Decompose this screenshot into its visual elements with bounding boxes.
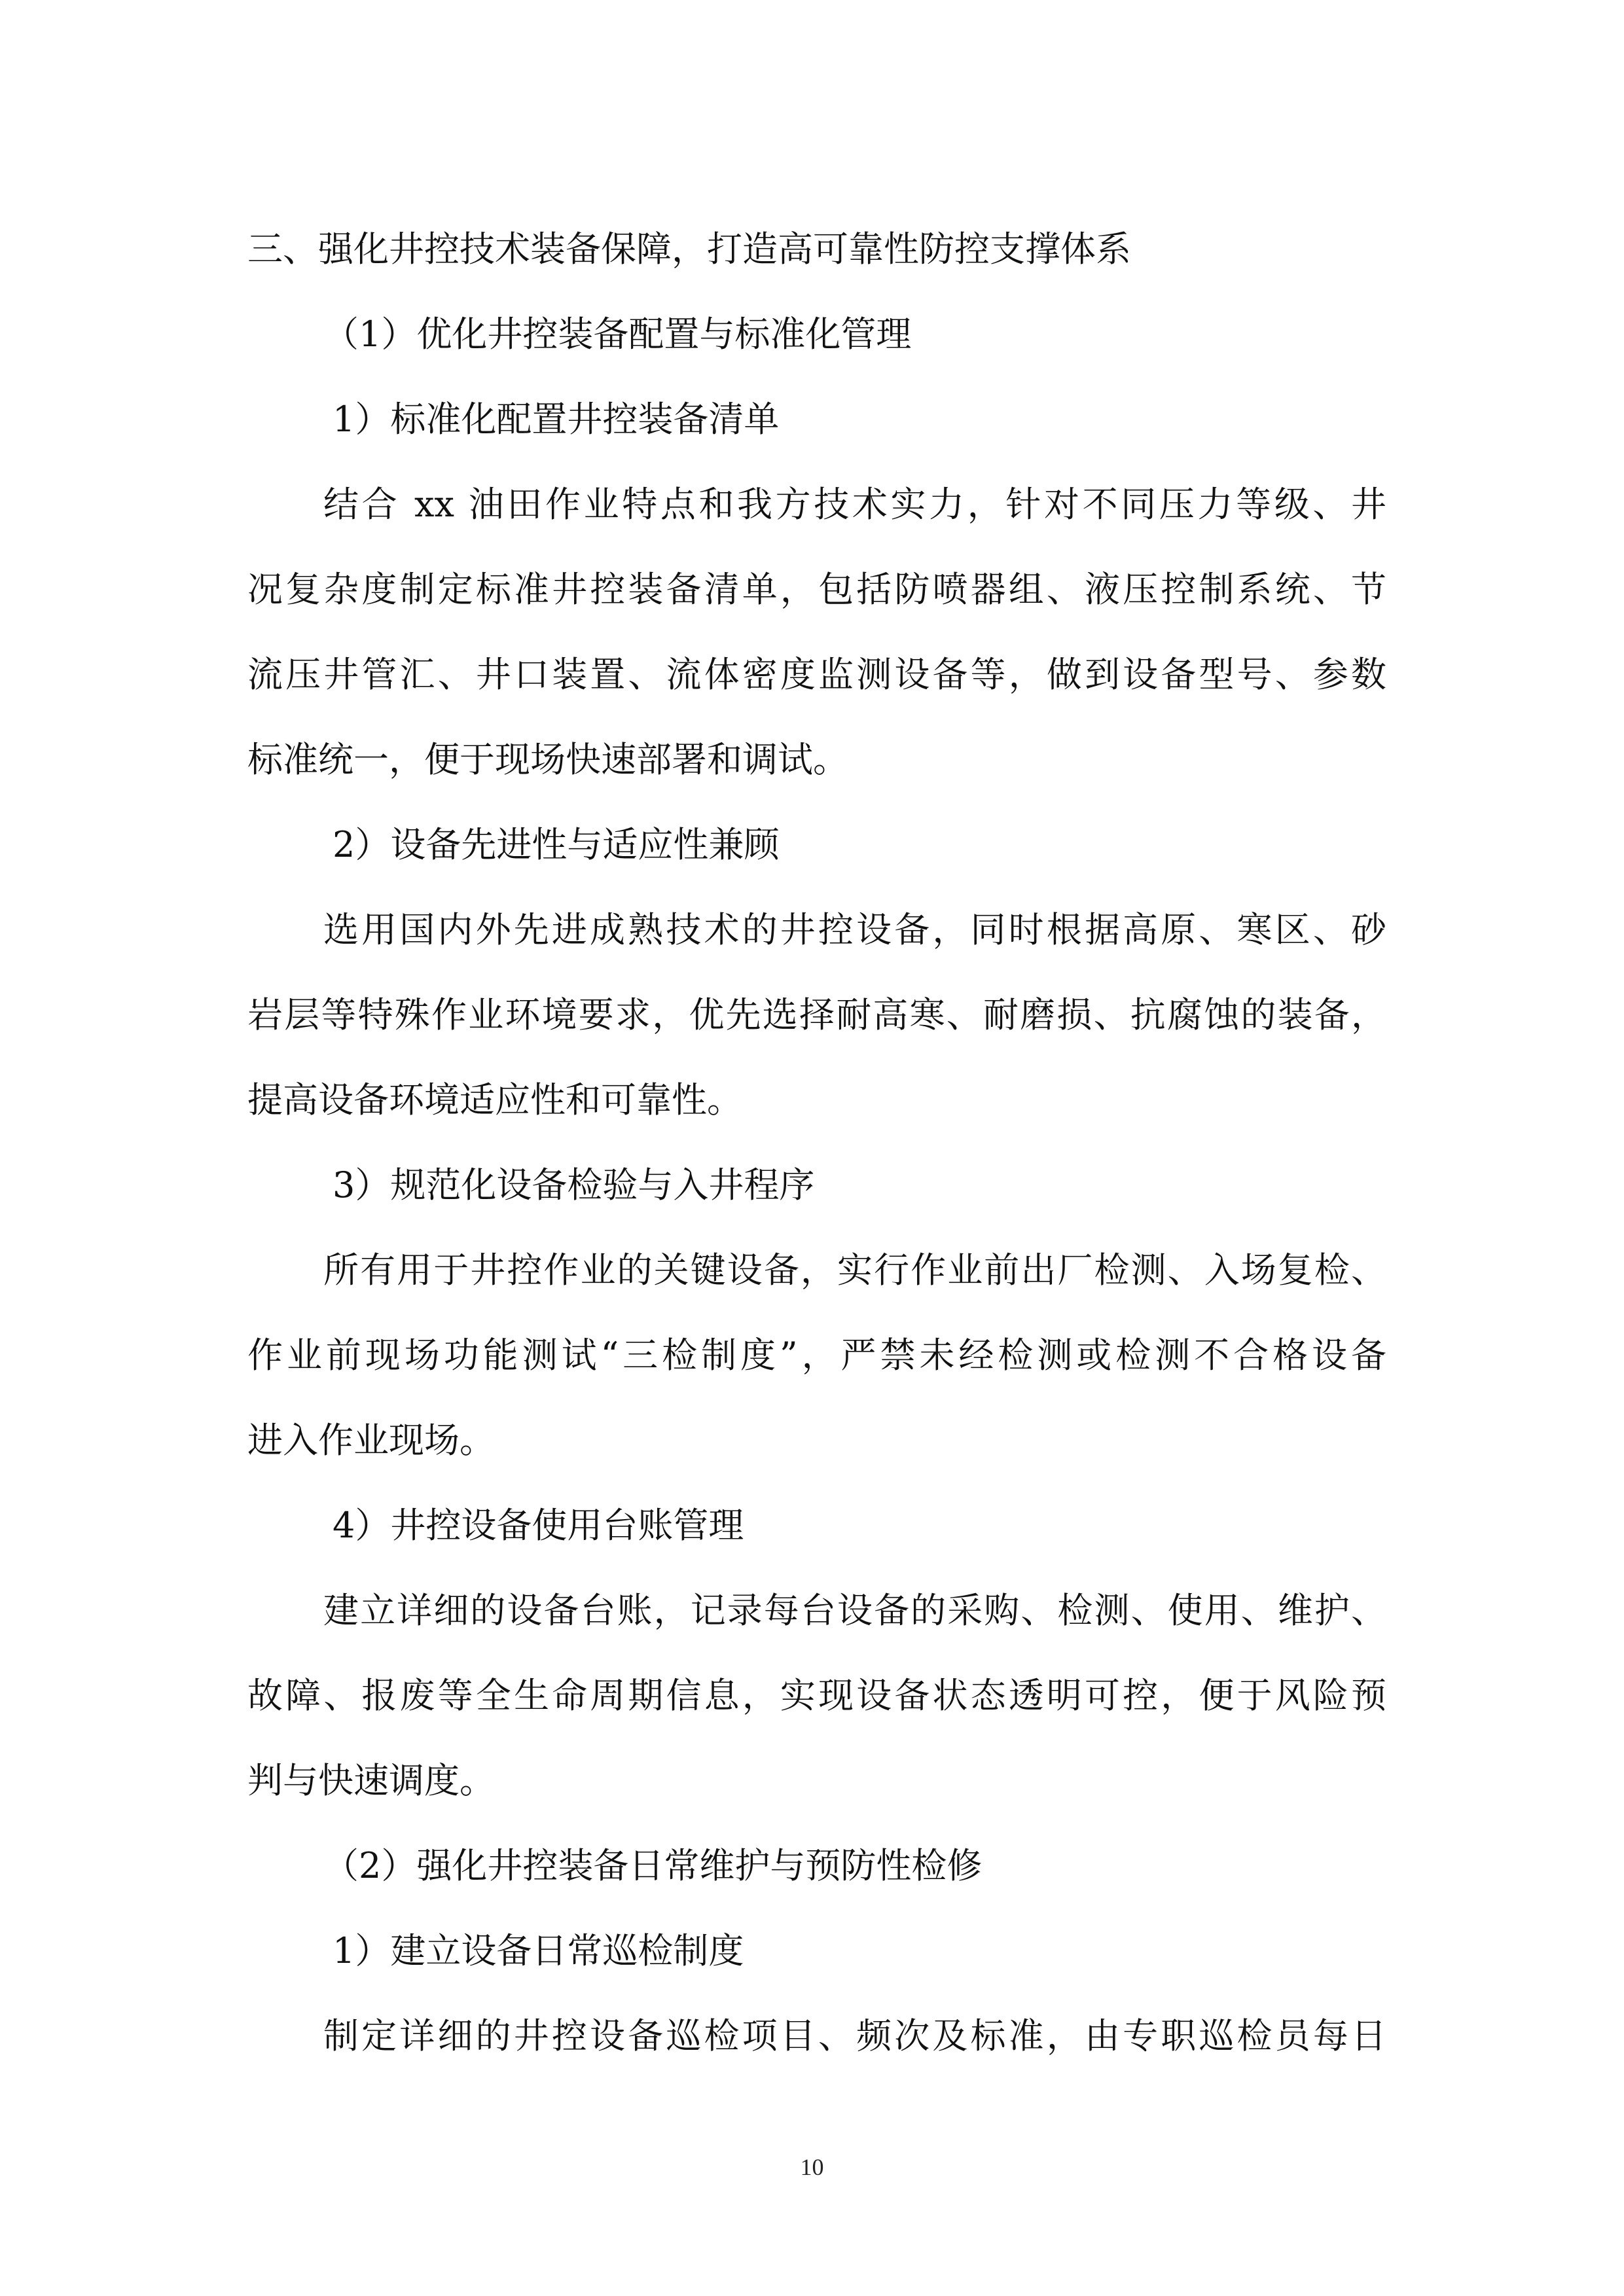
item-1-body-line: 标准统一，便于现场快速部署和调试。	[247, 739, 848, 780]
subsection-heading-1: （1）优化井控装备配置与标准化管理	[323, 314, 912, 355]
item-2-body-line: 提高设备环境适应性和可靠性。	[247, 1079, 742, 1121]
item-1-body-line: 况复杂度制定标准井控装备清单，包括防喷器组、液压控制系统、节	[247, 569, 1386, 610]
item-2-body-line: 选用国内外先进成熟技术的井控设备，同时根据高原、寒区、砂	[323, 909, 1386, 950]
item-3-body-line: 所有用于井控作业的关键设备，实行作业前出厂检测、入场复检、	[323, 1249, 1386, 1291]
item-4-body-line: 故障、报废等全生命周期信息，实现设备状态透明可控，便于风险预	[247, 1675, 1386, 1716]
item-4-body-line: 建立详细的设备台账，记录每台设备的采购、检测、使用、维护、	[323, 1590, 1386, 1631]
page-content	[247, 207, 1386, 2079]
item-3-body-line: 进入作业现场。	[247, 1420, 495, 1461]
item-3-body-line: 作业前现场功能测试“三检制度”，严禁未经检测或检测不合格设备	[247, 1335, 1386, 1376]
item-5-title: 1）建立设备日常巡检制度	[333, 1930, 744, 1971]
item-4-title: 4）井控设备使用台账管理	[333, 1505, 744, 1546]
item-4-body-line: 判与快速调度。	[247, 1760, 495, 1801]
section-heading: 三、强化井控技术装备保障，打造高可靠性防控支撑体系	[247, 228, 1131, 270]
page-number: 10	[800, 2154, 824, 2180]
item-2-body-line: 岩层等特殊作业环境要求，优先选择耐高寒、耐磨损、抗腐蚀的装备，	[247, 994, 1386, 1035]
item-3-title: 3）规范化设备检验与入井程序	[333, 1164, 815, 1206]
item-1-body-line: 结合 xx 油田作业特点和我方技术实力，针对不同压力等级、井	[323, 484, 1386, 525]
item-5-body-line: 制定详细的井控设备巡检项目、频次及标准，由专职巡检员每日	[323, 2015, 1386, 2056]
item-2-title: 2）设备先进性与适应性兼顾	[333, 824, 780, 865]
subsection-heading-2: （2）强化井控装备日常维护与预防性检修	[323, 1845, 983, 1886]
item-1-title: 1）标准化配置井控装备清单	[333, 399, 780, 440]
item-1-body-line: 流压井管汇、井口装置、流体密度监测设备等，做到设备型号、参数	[247, 654, 1386, 695]
